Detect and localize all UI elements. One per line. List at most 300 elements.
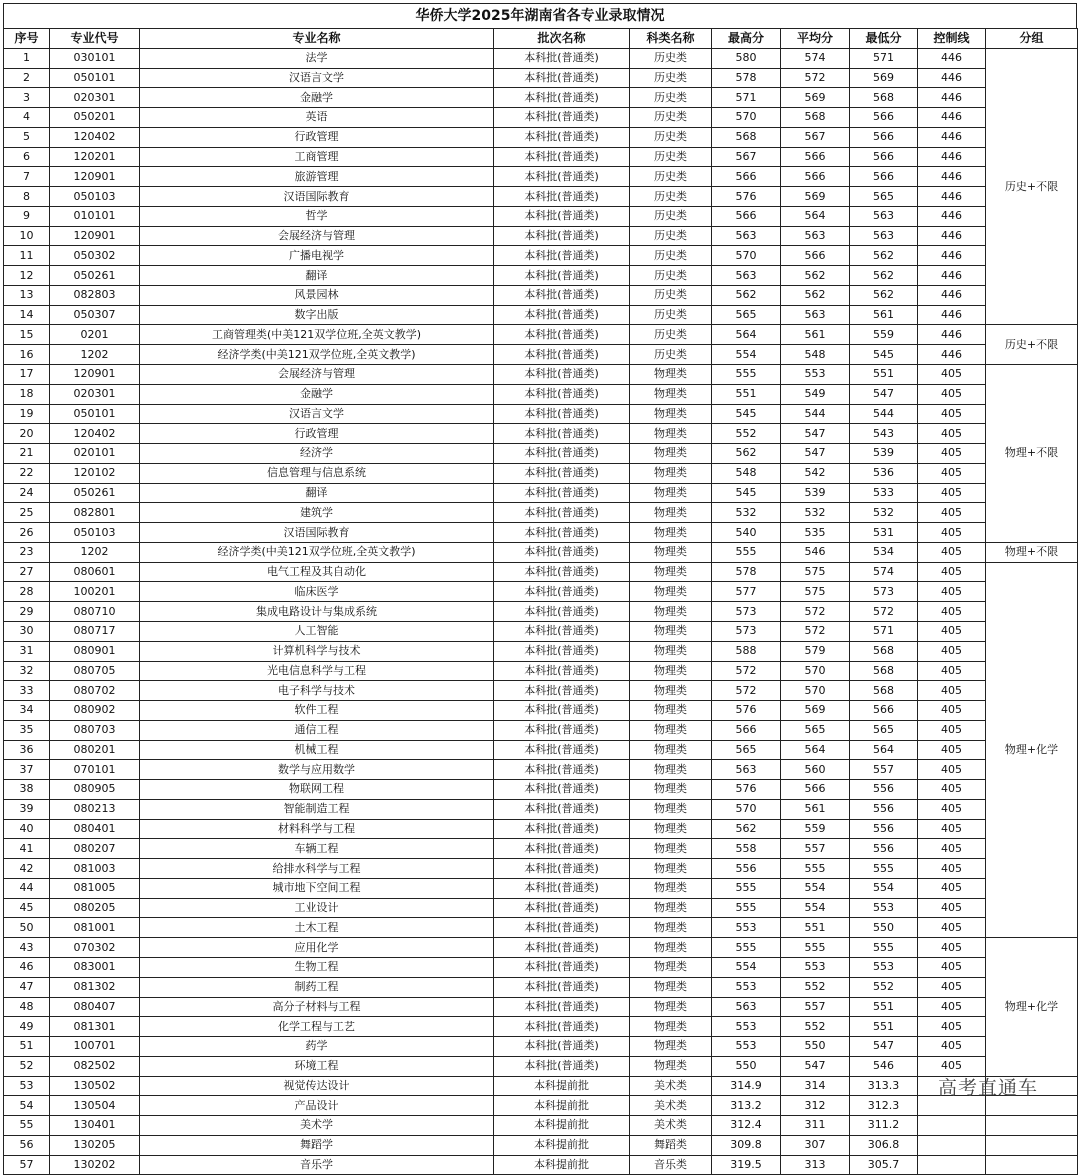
table-body (4, 48, 1078, 1175)
cell-category: 物理类 (630, 1037, 712, 1057)
cell-seq: 50 (4, 918, 50, 938)
cell-avg: 575 (781, 562, 850, 582)
table-row (4, 68, 1078, 88)
cell-batch: 本科批(普通类) (494, 997, 630, 1017)
cell-batch: 本科批(普通类) (494, 88, 630, 108)
cell-control: 405 (918, 740, 986, 760)
col-header-category: 科类名称 (630, 29, 712, 49)
cell-major: 旅游管理 (140, 167, 494, 187)
cell-major: 生物工程 (140, 957, 494, 977)
cell-min: 544 (850, 404, 918, 424)
cell-min: 568 (850, 681, 918, 701)
cell-min: 531 (850, 523, 918, 543)
cell-major: 英语 (140, 108, 494, 128)
cell-seq: 2 (4, 68, 50, 88)
cell-avg: 552 (781, 977, 850, 997)
cell-seq: 12 (4, 266, 50, 286)
cell-batch: 本科提前批 (494, 1096, 630, 1116)
cell-max: 570 (712, 108, 781, 128)
cell-batch: 本科批(普通类) (494, 740, 630, 760)
cell-seq: 9 (4, 206, 50, 226)
cell-major: 视觉传达设计 (140, 1076, 494, 1096)
cell-max: 553 (712, 918, 781, 938)
cell-code: 080601 (50, 562, 140, 582)
cell-control: 446 (918, 147, 986, 167)
cell-major: 集成电路设计与集成系统 (140, 602, 494, 622)
cell-major: 美术学 (140, 1116, 494, 1136)
cell-control: 405 (918, 898, 986, 918)
cell-code: 1202 (50, 542, 140, 562)
cell-control: 446 (918, 206, 986, 226)
cell-code: 010101 (50, 206, 140, 226)
cell-max: 563 (712, 997, 781, 1017)
cell-major: 汉语言文学 (140, 68, 494, 88)
cell-control: 405 (918, 938, 986, 958)
cell-avg: 555 (781, 938, 850, 958)
cell-avg: 550 (781, 1037, 850, 1057)
cell-seq: 1 (4, 48, 50, 68)
cell-seq: 19 (4, 404, 50, 424)
cell-major: 高分子材料与工程 (140, 997, 494, 1017)
cell-major: 电子科学与技术 (140, 681, 494, 701)
watermark-text: 高考直通车 (938, 1077, 1039, 1099)
cell-min: 571 (850, 621, 918, 641)
cell-code: 130502 (50, 1076, 140, 1096)
cell-control: 405 (918, 1017, 986, 1037)
cell-max: 573 (712, 602, 781, 622)
cell-major: 广播电视学 (140, 246, 494, 266)
cell-max: 553 (712, 977, 781, 997)
table-row (4, 661, 1078, 681)
cell-category: 物理类 (630, 878, 712, 898)
cell-code: 082502 (50, 1056, 140, 1076)
cell-control (918, 1135, 986, 1155)
cell-batch: 本科批(普通类) (494, 108, 630, 128)
cell-avg: 563 (781, 226, 850, 246)
table-row (4, 206, 1078, 226)
cell-category: 物理类 (630, 641, 712, 661)
cell-control: 405 (918, 1037, 986, 1057)
cell-batch: 本科批(普通类) (494, 1017, 630, 1037)
cell-max: 314.9 (712, 1076, 781, 1096)
cell-seq: 6 (4, 147, 50, 167)
cell-max: 576 (712, 701, 781, 721)
table-row (4, 898, 1078, 918)
cell-control: 405 (918, 957, 986, 977)
cell-seq: 17 (4, 365, 50, 385)
cell-batch: 本科批(普通类) (494, 859, 630, 879)
table-row (4, 88, 1078, 108)
cell-control: 405 (918, 1056, 986, 1076)
cell-batch: 本科提前批 (494, 1116, 630, 1136)
cell-batch: 本科批(普通类) (494, 167, 630, 187)
cell-avg: 562 (781, 266, 850, 286)
page-title: 华侨大学2025年湖南省各专业录取情况 (3, 3, 1077, 28)
cell-major: 金融学 (140, 88, 494, 108)
cell-control: 405 (918, 918, 986, 938)
cell-seq: 33 (4, 681, 50, 701)
cell-avg: 547 (781, 1056, 850, 1076)
cell-min: 543 (850, 424, 918, 444)
cell-code: 130401 (50, 1116, 140, 1136)
cell-min: 556 (850, 839, 918, 859)
cell-min: 312.3 (850, 1096, 918, 1116)
cell-avg: 549 (781, 384, 850, 404)
cell-code: 050261 (50, 483, 140, 503)
table-row (4, 977, 1078, 997)
cell-min: 566 (850, 167, 918, 187)
cell-min: 564 (850, 740, 918, 760)
cell-major: 数学与应用数学 (140, 760, 494, 780)
cell-control: 405 (918, 463, 986, 483)
cell-major: 法学 (140, 48, 494, 68)
cell-category: 物理类 (630, 621, 712, 641)
cell-category: 舞蹈类 (630, 1135, 712, 1155)
cell-seq: 13 (4, 285, 50, 305)
cell-major: 计算机科学与技术 (140, 641, 494, 661)
cell-major: 光电信息科学与工程 (140, 661, 494, 681)
cell-max: 566 (712, 720, 781, 740)
cell-avg: 546 (781, 542, 850, 562)
cell-batch: 本科批(普通类) (494, 898, 630, 918)
table-row (4, 246, 1078, 266)
table-row (4, 1135, 1078, 1155)
cell-max: 554 (712, 345, 781, 365)
cell-min: 565 (850, 187, 918, 207)
table-row (4, 424, 1078, 444)
cell-category: 物理类 (630, 938, 712, 958)
cell-control: 446 (918, 187, 986, 207)
cell-seq: 15 (4, 325, 50, 345)
cell-category: 历史类 (630, 127, 712, 147)
cell-max: 572 (712, 661, 781, 681)
cell-avg: 570 (781, 681, 850, 701)
cell-control (918, 1155, 986, 1175)
cell-batch: 本科批(普通类) (494, 384, 630, 404)
cell-min: 551 (850, 1017, 918, 1037)
cell-category: 历史类 (630, 345, 712, 365)
cell-avg: 569 (781, 701, 850, 721)
cell-code: 080207 (50, 839, 140, 859)
cell-control: 446 (918, 285, 986, 305)
cell-max: 566 (712, 167, 781, 187)
cell-avg: 544 (781, 404, 850, 424)
table-row (4, 938, 1078, 958)
cell-max: 532 (712, 503, 781, 523)
cell-seq: 27 (4, 562, 50, 582)
cell-major: 舞蹈学 (140, 1135, 494, 1155)
cell-major: 临床医学 (140, 582, 494, 602)
table-row (4, 483, 1078, 503)
cell-major: 车辆工程 (140, 839, 494, 859)
cell-avg: 532 (781, 503, 850, 523)
cell-seq: 42 (4, 859, 50, 879)
table-row (4, 167, 1078, 187)
cell-seq: 28 (4, 582, 50, 602)
cell-avg: 572 (781, 68, 850, 88)
table-row (4, 305, 1078, 325)
cell-seq: 26 (4, 523, 50, 543)
cell-major: 产品设计 (140, 1096, 494, 1116)
cell-seq: 55 (4, 1116, 50, 1136)
cell-batch: 本科批(普通类) (494, 938, 630, 958)
col-header-group: 分组 (986, 29, 1078, 49)
cell-min: 551 (850, 365, 918, 385)
cell-max: 565 (712, 305, 781, 325)
cell-control: 405 (918, 404, 986, 424)
cell-min: 562 (850, 246, 918, 266)
table-row (4, 542, 1078, 562)
table-row (4, 839, 1078, 859)
cell-batch: 本科批(普通类) (494, 839, 630, 859)
table-row (4, 720, 1078, 740)
cell-seq: 37 (4, 760, 50, 780)
cell-code: 080710 (50, 602, 140, 622)
cell-avg: 568 (781, 108, 850, 128)
cell-seq: 45 (4, 898, 50, 918)
cell-code: 020301 (50, 384, 140, 404)
cell-max: 562 (712, 819, 781, 839)
cell-code: 020301 (50, 88, 140, 108)
cell-seq: 52 (4, 1056, 50, 1076)
cell-min: 553 (850, 898, 918, 918)
header-row (4, 29, 1078, 49)
cell-group (986, 1116, 1078, 1136)
cell-code: 020101 (50, 444, 140, 464)
cell-batch: 本科批(普通类) (494, 246, 630, 266)
cell-code: 120402 (50, 424, 140, 444)
cell-category: 物理类 (630, 997, 712, 1017)
cell-code: 080213 (50, 799, 140, 819)
cell-seq: 49 (4, 1017, 50, 1037)
cell-major: 物联网工程 (140, 780, 494, 800)
cell-min: 536 (850, 463, 918, 483)
cell-seq: 38 (4, 780, 50, 800)
cell-avg: 311 (781, 1116, 850, 1136)
cell-batch: 本科批(普通类) (494, 918, 630, 938)
cell-group: 历史+不限 (986, 325, 1078, 365)
cell-seq: 21 (4, 444, 50, 464)
table-row (4, 187, 1078, 207)
cell-min: 562 (850, 266, 918, 286)
cell-control: 405 (918, 562, 986, 582)
cell-category: 物理类 (630, 760, 712, 780)
cell-category: 历史类 (630, 266, 712, 286)
cell-min: 555 (850, 938, 918, 958)
cell-seq: 31 (4, 641, 50, 661)
cell-batch: 本科批(普通类) (494, 977, 630, 997)
cell-batch: 本科批(普通类) (494, 720, 630, 740)
col-header-control: 控制线 (918, 29, 986, 49)
table-row (4, 108, 1078, 128)
cell-batch: 本科提前批 (494, 1135, 630, 1155)
cell-group: 物理+化学 (986, 562, 1078, 938)
cell-major: 药学 (140, 1037, 494, 1057)
cell-seq: 25 (4, 503, 50, 523)
cell-max: 545 (712, 483, 781, 503)
cell-major: 金融学 (140, 384, 494, 404)
col-header-major: 专业名称 (140, 29, 494, 49)
cell-max: 319.5 (712, 1155, 781, 1175)
cell-major: 给排水科学与工程 (140, 859, 494, 879)
cell-max: 566 (712, 206, 781, 226)
cell-min: 555 (850, 859, 918, 879)
cell-batch: 本科批(普通类) (494, 463, 630, 483)
cell-major: 应用化学 (140, 938, 494, 958)
cell-avg: 564 (781, 740, 850, 760)
cell-seq: 54 (4, 1096, 50, 1116)
cell-min: 551 (850, 997, 918, 1017)
cell-major: 土木工程 (140, 918, 494, 938)
cell-major: 通信工程 (140, 720, 494, 740)
cell-category: 物理类 (630, 1056, 712, 1076)
cell-category: 物理类 (630, 799, 712, 819)
cell-major: 环境工程 (140, 1056, 494, 1076)
cell-major: 城市地下空间工程 (140, 878, 494, 898)
cell-code: 080703 (50, 720, 140, 740)
cell-min: 556 (850, 819, 918, 839)
cell-max: 312.4 (712, 1116, 781, 1136)
cell-batch: 本科批(普通类) (494, 305, 630, 325)
cell-code: 080407 (50, 997, 140, 1017)
cell-major: 智能制造工程 (140, 799, 494, 819)
col-header-batch: 批次名称 (494, 29, 630, 49)
cell-control: 405 (918, 681, 986, 701)
table-row (4, 325, 1078, 345)
cell-seq: 3 (4, 88, 50, 108)
cell-batch: 本科批(普通类) (494, 365, 630, 385)
table-row (4, 444, 1078, 464)
table-row (4, 1155, 1078, 1175)
cell-seq: 16 (4, 345, 50, 365)
cell-max: 588 (712, 641, 781, 661)
cell-seq: 46 (4, 957, 50, 977)
cell-max: 553 (712, 1017, 781, 1037)
cell-control: 446 (918, 68, 986, 88)
cell-avg: 567 (781, 127, 850, 147)
cell-avg: 566 (781, 780, 850, 800)
cell-min: 562 (850, 285, 918, 305)
cell-avg: 547 (781, 424, 850, 444)
cell-min: 554 (850, 878, 918, 898)
cell-control: 446 (918, 88, 986, 108)
table-row (4, 463, 1078, 483)
cell-min: 556 (850, 780, 918, 800)
cell-min: 547 (850, 1037, 918, 1057)
cell-major: 电气工程及其自动化 (140, 562, 494, 582)
cell-min: 572 (850, 602, 918, 622)
cell-control: 446 (918, 266, 986, 286)
cell-batch: 本科批(普通类) (494, 799, 630, 819)
cell-code: 080717 (50, 621, 140, 641)
table-row (4, 997, 1078, 1017)
table-row (4, 266, 1078, 286)
cell-batch: 本科批(普通类) (494, 621, 630, 641)
cell-control: 405 (918, 799, 986, 819)
cell-avg: 553 (781, 957, 850, 977)
cell-code: 082801 (50, 503, 140, 523)
cell-avg: 575 (781, 582, 850, 602)
cell-max: 567 (712, 147, 781, 167)
cell-code: 070302 (50, 938, 140, 958)
cell-code: 081302 (50, 977, 140, 997)
cell-code: 100201 (50, 582, 140, 602)
cell-major: 软件工程 (140, 701, 494, 721)
cell-min: 532 (850, 503, 918, 523)
cell-min: 553 (850, 957, 918, 977)
cell-category: 音乐类 (630, 1155, 712, 1175)
cell-min: 565 (850, 720, 918, 740)
cell-seq: 22 (4, 463, 50, 483)
cell-category: 历史类 (630, 226, 712, 246)
cell-major: 化学工程与工艺 (140, 1017, 494, 1037)
table-row (4, 127, 1078, 147)
cell-category: 物理类 (630, 1017, 712, 1037)
cell-batch: 本科批(普通类) (494, 957, 630, 977)
cell-batch: 本科批(普通类) (494, 404, 630, 424)
cell-batch: 本科批(普通类) (494, 345, 630, 365)
cell-max: 555 (712, 898, 781, 918)
cell-code: 080702 (50, 681, 140, 701)
table-row (4, 641, 1078, 661)
cell-batch: 本科批(普通类) (494, 641, 630, 661)
cell-major: 会展经济与管理 (140, 226, 494, 246)
cell-avg: 307 (781, 1135, 850, 1155)
cell-control: 405 (918, 542, 986, 562)
cell-avg: 539 (781, 483, 850, 503)
cell-group (986, 1155, 1078, 1175)
cell-major: 经济学类(中美121双学位班,全英文教学) (140, 542, 494, 562)
table-row (4, 285, 1078, 305)
cell-batch: 本科批(普通类) (494, 878, 630, 898)
cell-control: 405 (918, 503, 986, 523)
cell-max: 313.2 (712, 1096, 781, 1116)
cell-avg: 569 (781, 187, 850, 207)
cell-control: 405 (918, 701, 986, 721)
cell-category: 物理类 (630, 365, 712, 385)
cell-major: 人工智能 (140, 621, 494, 641)
cell-min: 569 (850, 68, 918, 88)
table-row (4, 602, 1078, 622)
cell-min: 568 (850, 88, 918, 108)
cell-category: 物理类 (630, 523, 712, 543)
cell-min: 561 (850, 305, 918, 325)
cell-avg: 566 (781, 246, 850, 266)
table-row (4, 681, 1078, 701)
cell-seq: 18 (4, 384, 50, 404)
table-row (4, 1037, 1078, 1057)
cell-avg: 563 (781, 305, 850, 325)
cell-control: 405 (918, 839, 986, 859)
cell-max: 558 (712, 839, 781, 859)
table-row (4, 523, 1078, 543)
cell-major: 汉语言文学 (140, 404, 494, 424)
cell-min: 566 (850, 701, 918, 721)
cell-seq: 32 (4, 661, 50, 681)
cell-avg: 561 (781, 325, 850, 345)
cell-category: 物理类 (630, 424, 712, 444)
cell-avg: 572 (781, 621, 850, 641)
cell-avg: 566 (781, 167, 850, 187)
cell-control (918, 1116, 986, 1136)
cell-max: 570 (712, 799, 781, 819)
cell-min: 305.7 (850, 1155, 918, 1175)
cell-control: 405 (918, 621, 986, 641)
table-row (4, 1056, 1078, 1076)
cell-control: 405 (918, 582, 986, 602)
cell-min: 311.2 (850, 1116, 918, 1136)
cell-category: 物理类 (630, 859, 712, 879)
